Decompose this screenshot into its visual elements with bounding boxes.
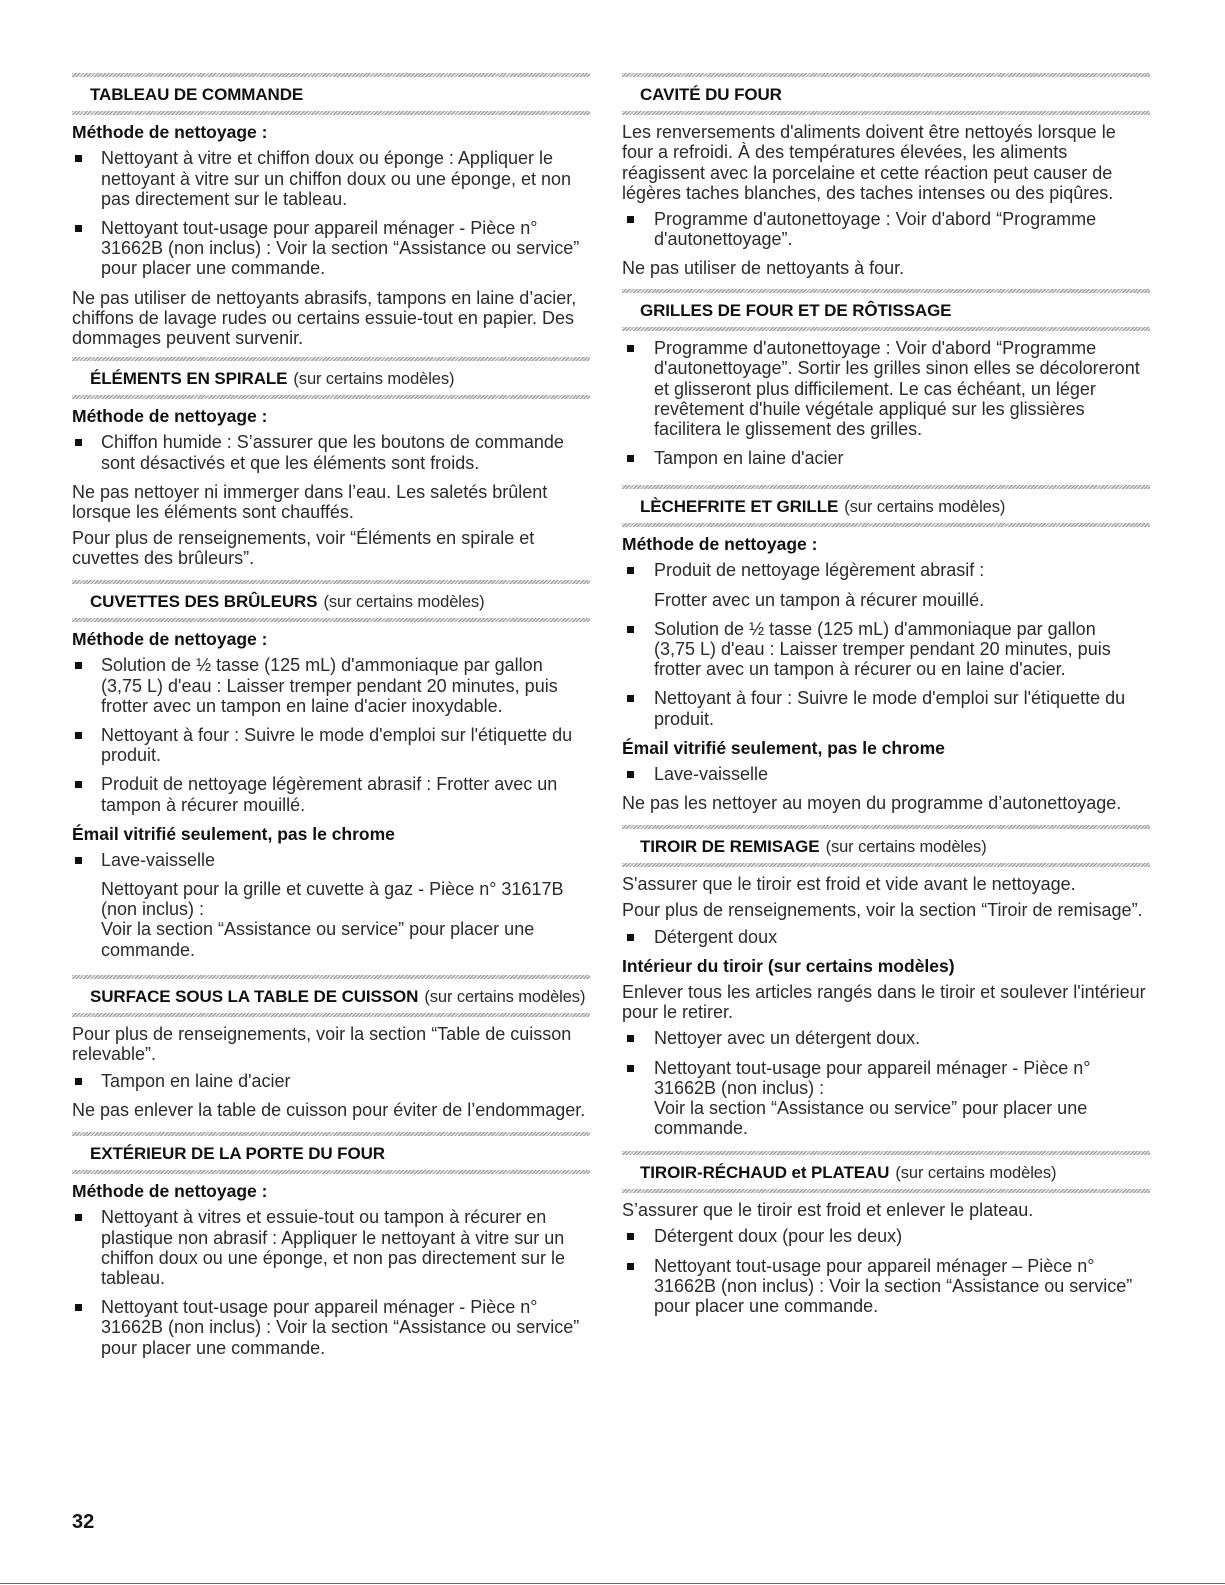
section-heading bbox=[622, 1163, 1150, 1183]
text-line: produit. bbox=[654, 708, 715, 729]
paragraph bbox=[622, 258, 1150, 278]
text-line: 31662B (non inclus) : Voir la section “Assistance ou service” bbox=[101, 238, 580, 259]
text-line: pour le retirer. bbox=[622, 1002, 734, 1023]
section-header bbox=[72, 580, 590, 629]
text-line: Méthode de nettoyage : bbox=[622, 534, 818, 555]
paragraph bbox=[72, 528, 590, 568]
text-line: 31662B (non inclus) : bbox=[654, 1077, 825, 1098]
right-column bbox=[622, 0, 1150, 1500]
section-heading bbox=[72, 85, 590, 105]
square-bullet-icon bbox=[627, 695, 634, 702]
text-line: Méthode de nettoyage : bbox=[72, 406, 268, 427]
bullet-item bbox=[622, 1058, 1150, 1139]
bullet-item bbox=[72, 1207, 590, 1288]
section-title: TABLEAU DE COMMANDE bbox=[90, 85, 304, 104]
section bbox=[622, 73, 1150, 285]
text-line: Produit de nettoyage légèrement abrasif : bbox=[654, 560, 985, 581]
paragraph bbox=[622, 982, 1150, 1022]
square-bullet-icon bbox=[75, 781, 82, 788]
text-line: Détergent doux (pour les deux) bbox=[654, 1226, 903, 1247]
text-line: Nettoyant tout-usage pour appareil ménager - Pièce n° bbox=[101, 1297, 538, 1318]
bullet-item bbox=[622, 448, 1150, 468]
subheading bbox=[72, 122, 590, 142]
section-title: TIROIR-RÉCHAUD et PLATEAU bbox=[640, 1163, 890, 1182]
section-note: (sur certains modèles) bbox=[895, 1164, 1057, 1182]
text-line: facilitera le glissement des grilles. bbox=[654, 418, 923, 439]
bullet-item bbox=[622, 560, 1150, 580]
section-title: EXTÉRIEUR DE LA PORTE DU FOUR bbox=[90, 1144, 385, 1163]
text-line: (3,75 L) d'eau : Laisser tremper pendant 20 minutes, puis bbox=[101, 675, 558, 696]
text-line: cuvettes des brûleurs”. bbox=[72, 548, 255, 569]
section-heading bbox=[72, 987, 590, 1007]
section-header bbox=[72, 357, 590, 406]
text-line: Nettoyant tout-usage pour appareil ménager - Pièce n° bbox=[654, 1057, 1091, 1078]
hatched-rule bbox=[622, 73, 1150, 77]
subheading bbox=[72, 629, 590, 649]
square-bullet-icon bbox=[627, 1263, 634, 1270]
subheading bbox=[72, 1181, 590, 1201]
hatched-rule bbox=[72, 73, 590, 77]
bullet-item bbox=[72, 1297, 590, 1358]
section-heading bbox=[72, 369, 590, 389]
section-header bbox=[622, 1151, 1150, 1200]
hatched-rule bbox=[622, 523, 1150, 527]
section-heading bbox=[622, 85, 1150, 105]
subheading bbox=[622, 738, 1150, 758]
section bbox=[622, 485, 1150, 819]
section-header bbox=[622, 825, 1150, 874]
text-line: Nettoyant à four : Suivre le mode d'emploi sur l'étiquette du bbox=[654, 688, 1126, 709]
section-note: (sur certains modèles) bbox=[825, 838, 987, 856]
text-line: chiffons de lavage rudes ou certains essuie-tout en papier. Des bbox=[72, 307, 574, 328]
text-line: pour placer une commande. bbox=[101, 1337, 326, 1358]
square-bullet-icon bbox=[627, 345, 634, 352]
paragraph bbox=[72, 1024, 590, 1064]
hatched-rule bbox=[622, 111, 1150, 115]
text-line: Méthode de nettoyage : bbox=[72, 122, 268, 143]
subheading bbox=[622, 534, 1150, 554]
text-line: Nettoyant à vitres et essuie-tout ou tampon à récurer en bbox=[101, 1207, 547, 1228]
section-title: SURFACE SOUS LA TABLE DE CUISSON bbox=[90, 987, 419, 1006]
bullet-item bbox=[72, 725, 590, 765]
section-heading bbox=[622, 497, 1150, 517]
section bbox=[72, 975, 590, 1126]
bullet-item bbox=[72, 774, 590, 814]
hatched-rule bbox=[622, 825, 1150, 829]
section-heading bbox=[72, 592, 590, 612]
hatched-rule bbox=[72, 1013, 590, 1017]
section bbox=[72, 73, 590, 354]
text-line: Nettoyant à four : Suivre le mode d'emploi sur l'étiquette du bbox=[101, 724, 573, 745]
section-note: (sur certains modèles) bbox=[844, 498, 1006, 516]
text-line: relevable”. bbox=[72, 1044, 157, 1065]
subheading bbox=[72, 406, 590, 426]
text-line: Émail vitrifié seulement, pas le chrome bbox=[72, 823, 395, 844]
section bbox=[622, 1151, 1150, 1325]
text-line: Pour plus de renseignements, voir la section “Table de cuisson bbox=[72, 1024, 572, 1045]
section-note: (sur certains modèles) bbox=[323, 593, 485, 611]
text-line: Nettoyant à vitre et chiffon doux ou éponge : Appliquer le bbox=[101, 148, 553, 169]
text-line: Émail vitrifié seulement, pas le chrome bbox=[622, 737, 945, 758]
square-bullet-icon bbox=[75, 662, 82, 669]
square-bullet-icon bbox=[627, 567, 634, 574]
text-line: Nettoyant tout-usage pour appareil ménager - Pièce n° bbox=[101, 217, 538, 238]
square-bullet-icon bbox=[627, 934, 634, 941]
paragraph bbox=[622, 1200, 1150, 1220]
text-line: Frotter avec un tampon à récurer mouillé. bbox=[654, 589, 985, 610]
bullet-item bbox=[622, 764, 1150, 784]
square-bullet-icon bbox=[75, 1214, 82, 1221]
section bbox=[72, 357, 590, 575]
hatched-rule bbox=[72, 580, 590, 584]
hatched-rule bbox=[622, 1151, 1150, 1155]
text-line: tampon à récurer mouillé. bbox=[101, 794, 306, 815]
indented-paragraph bbox=[622, 590, 1150, 610]
hatched-rule bbox=[72, 395, 590, 399]
text-line: Tampon en laine d'acier bbox=[654, 448, 844, 469]
section-title: ÉLÉMENTS EN SPIRALE bbox=[90, 369, 288, 388]
section-header bbox=[622, 289, 1150, 338]
hatched-rule bbox=[72, 357, 590, 361]
bullet-item bbox=[72, 148, 590, 209]
text-line: four a refroidi. À des températures élevées, les aliments bbox=[622, 142, 1068, 163]
text-line: Voir la section “Assistance ou service” pour placer une bbox=[654, 1097, 1088, 1118]
bullet-item bbox=[622, 1028, 1150, 1048]
bullet-item bbox=[72, 218, 590, 279]
paragraph bbox=[622, 122, 1150, 203]
text-line: frotter avec un tampon en laine d'acier inoxydable. bbox=[101, 695, 503, 716]
square-bullet-icon bbox=[75, 155, 82, 162]
subheading bbox=[622, 956, 1150, 976]
indented-paragraph bbox=[72, 879, 590, 960]
section-heading bbox=[622, 301, 1150, 321]
text-line: pour placer une commande. bbox=[101, 258, 326, 279]
bullet-item bbox=[622, 338, 1150, 439]
subheading bbox=[72, 824, 590, 844]
text-line: Lave-vaisselle bbox=[654, 763, 769, 784]
section-heading bbox=[72, 1144, 590, 1164]
bullet-item bbox=[622, 1226, 1150, 1246]
section-title: CAVITÉ DU FOUR bbox=[640, 85, 782, 104]
section-title: TIROIR DE REMISAGE bbox=[640, 837, 820, 856]
hatched-rule bbox=[622, 485, 1150, 489]
section-header bbox=[72, 73, 590, 122]
square-bullet-icon bbox=[627, 216, 634, 223]
square-bullet-icon bbox=[75, 732, 82, 739]
text-line: 31662B (non inclus) : Voir la section “Assistance ou service” bbox=[101, 1317, 580, 1338]
square-bullet-icon bbox=[627, 1065, 634, 1072]
text-line: tableau. bbox=[101, 1267, 166, 1288]
text-line: Solution de ½ tasse (125 mL) d'ammoniaque par gallon bbox=[654, 618, 1096, 639]
paragraph bbox=[622, 874, 1150, 894]
text-line: revêtement d'huile végétale appliqué sur les glissières bbox=[654, 398, 1085, 419]
section-header bbox=[622, 485, 1150, 534]
text-line: Méthode de nettoyage : bbox=[72, 1181, 268, 1202]
text-line: (3,75 L) d'eau : Laisser tremper pendant 20 minutes, puis bbox=[654, 638, 1111, 659]
text-line: Ne pas utiliser de nettoyants à four. bbox=[622, 258, 905, 279]
text-line: Programme d'autonettoyage : Voir d'abord “Programme bbox=[654, 208, 1097, 229]
hatched-rule bbox=[72, 111, 590, 115]
text-line: réagissent avec la porcelaine et cette réaction peut causer de bbox=[622, 162, 1113, 183]
text-line: Ne pas enlever la table de cuisson pour éviter de l’endommager. bbox=[72, 1099, 586, 1120]
text-line: pas directement sur le tableau. bbox=[101, 188, 348, 209]
bullet-item bbox=[72, 1071, 590, 1091]
square-bullet-icon bbox=[627, 626, 634, 633]
paragraph bbox=[622, 900, 1150, 920]
text-line: et glisseront plus difficilement. Le cas échéant, un léger bbox=[654, 378, 1096, 399]
text-line: lorsque les éléments sont chauffés. bbox=[72, 501, 354, 522]
text-line: commande. bbox=[101, 939, 196, 960]
text-line: (non inclus) : bbox=[101, 899, 205, 920]
hatched-rule bbox=[622, 289, 1150, 293]
hatched-rule bbox=[622, 327, 1150, 331]
paragraph bbox=[72, 1100, 590, 1120]
text-line: Nettoyer avec un détergent doux. bbox=[654, 1028, 921, 1049]
hatched-rule bbox=[72, 1132, 590, 1136]
text-line: Nettoyant pour la grille et cuvette à gaz - Pièce n° 31617B bbox=[101, 879, 564, 900]
text-line: Ne pas nettoyer ni immerger dans l’eau. Les saletés brûlent bbox=[72, 481, 548, 502]
bullet-item bbox=[622, 927, 1150, 947]
square-bullet-icon bbox=[627, 455, 634, 462]
section-header bbox=[72, 975, 590, 1024]
text-line: Pour plus de renseignements, voir la section “Tiroir de remisage”. bbox=[622, 900, 1143, 921]
section-title: LÈCHEFRITE ET GRILLE bbox=[640, 497, 839, 516]
text-line: Ne pas utiliser de nettoyants abrasifs, tampons en laine d’acier, bbox=[72, 287, 577, 308]
text-line: Nettoyant tout-usage pour appareil ménager – Pièce n° bbox=[654, 1255, 1095, 1276]
text-line: Chiffon humide : S’assurer que les boutons de commande bbox=[101, 432, 564, 453]
text-line: sont désactivés et que les éléments sont froids. bbox=[101, 452, 480, 473]
text-line: d'autonettoyage”. Sortir les grilles sinon elles se décoloreront bbox=[654, 358, 1140, 379]
bullet-item bbox=[622, 688, 1150, 728]
section bbox=[622, 825, 1150, 1147]
page-bottom-edge bbox=[0, 1583, 1225, 1584]
paragraph bbox=[72, 482, 590, 522]
bullet-item bbox=[622, 209, 1150, 249]
paragraph bbox=[72, 288, 590, 349]
hatched-rule bbox=[622, 1189, 1150, 1193]
paragraph bbox=[622, 793, 1150, 813]
text-line: Lave-vaisselle bbox=[101, 849, 216, 870]
text-line: frotter avec un tampon à récurer ou en laine d'acier. bbox=[654, 659, 1066, 680]
text-line: Les renversements d'aliments doivent être nettoyés lorsque le bbox=[622, 122, 1116, 143]
section-note: (sur certains modèles) bbox=[293, 370, 455, 388]
text-line: d'autonettoyage”. bbox=[654, 229, 793, 250]
section-header bbox=[72, 1132, 590, 1181]
hatched-rule bbox=[72, 618, 590, 622]
bullet-item bbox=[622, 1256, 1150, 1317]
section bbox=[622, 289, 1150, 477]
text-line: Intérieur du tiroir (sur certains modèles) bbox=[622, 955, 955, 976]
bullet-item bbox=[72, 850, 590, 870]
section-heading bbox=[622, 837, 1150, 857]
section bbox=[72, 580, 590, 969]
hatched-rule bbox=[72, 1170, 590, 1174]
text-line: produit. bbox=[101, 745, 162, 766]
square-bullet-icon bbox=[627, 771, 634, 778]
section-header bbox=[622, 73, 1150, 122]
text-line: chiffon doux ou une éponge, et non pas directement sur le bbox=[101, 1247, 565, 1268]
text-line: commande. bbox=[654, 1118, 749, 1139]
text-line: Enlever tous les articles rangés dans le tiroir et soulever l'intérieur bbox=[622, 981, 1146, 1002]
square-bullet-icon bbox=[75, 1078, 82, 1085]
square-bullet-icon bbox=[75, 857, 82, 864]
page-number: 32 bbox=[72, 1511, 95, 1533]
hatched-rule bbox=[72, 975, 590, 979]
text-line: légères taches blanches, des taches intenses ou des piqûres. bbox=[622, 182, 1114, 203]
text-line: Tampon en laine d'acier bbox=[101, 1070, 291, 1091]
left-column bbox=[72, 0, 590, 1500]
hatched-rule bbox=[622, 863, 1150, 867]
text-line: Ne pas les nettoyer au moyen du programme d’autonettoyage. bbox=[622, 793, 1122, 814]
section bbox=[72, 1132, 590, 1367]
text-line: plastique non abrasif : Appliquer le nettoyant à vitre sur un bbox=[101, 1227, 565, 1248]
bullet-item bbox=[72, 432, 590, 472]
text-line: S'assurer que le tiroir est froid et vide avant le nettoyage. bbox=[622, 874, 1076, 895]
section-title: CUVETTES DES BRÛLEURS bbox=[90, 592, 318, 611]
section-title: GRILLES DE FOUR ET DE RÔTISSAGE bbox=[640, 301, 952, 320]
text-line: Produit de nettoyage légèrement abrasif : Frotter avec un bbox=[101, 774, 558, 795]
text-line: Pour plus de renseignements, voir “Éléments en spirale et bbox=[72, 528, 535, 549]
text-line: Programme d'autonettoyage : Voir d'abord “Programme bbox=[654, 338, 1097, 359]
bullet-item bbox=[72, 655, 590, 716]
text-line: Solution de ½ tasse (125 mL) d'ammoniaque par gallon bbox=[101, 655, 543, 676]
text-line: nettoyant à vitre sur un chiffon doux ou une éponge, et non bbox=[101, 168, 572, 189]
text-line: pour placer une commande. bbox=[654, 1295, 879, 1316]
square-bullet-icon bbox=[75, 225, 82, 232]
text-line: 31662B (non inclus) : Voir la section “Assistance ou service” bbox=[654, 1275, 1133, 1296]
square-bullet-icon bbox=[627, 1035, 634, 1042]
text-line: S’assurer que le tiroir est froid et enlever le plateau. bbox=[622, 1200, 1034, 1221]
bullet-item bbox=[622, 619, 1150, 680]
square-bullet-icon bbox=[75, 1304, 82, 1311]
text-line: Méthode de nettoyage : bbox=[72, 629, 268, 650]
section-note: (sur certains modèles) bbox=[424, 988, 586, 1006]
text-line: Voir la section “Assistance ou service” pour placer une bbox=[101, 919, 535, 940]
text-line: dommages peuvent survenir. bbox=[72, 327, 304, 348]
square-bullet-icon bbox=[627, 1233, 634, 1240]
text-line: Détergent doux bbox=[654, 926, 778, 947]
square-bullet-icon bbox=[75, 439, 82, 446]
